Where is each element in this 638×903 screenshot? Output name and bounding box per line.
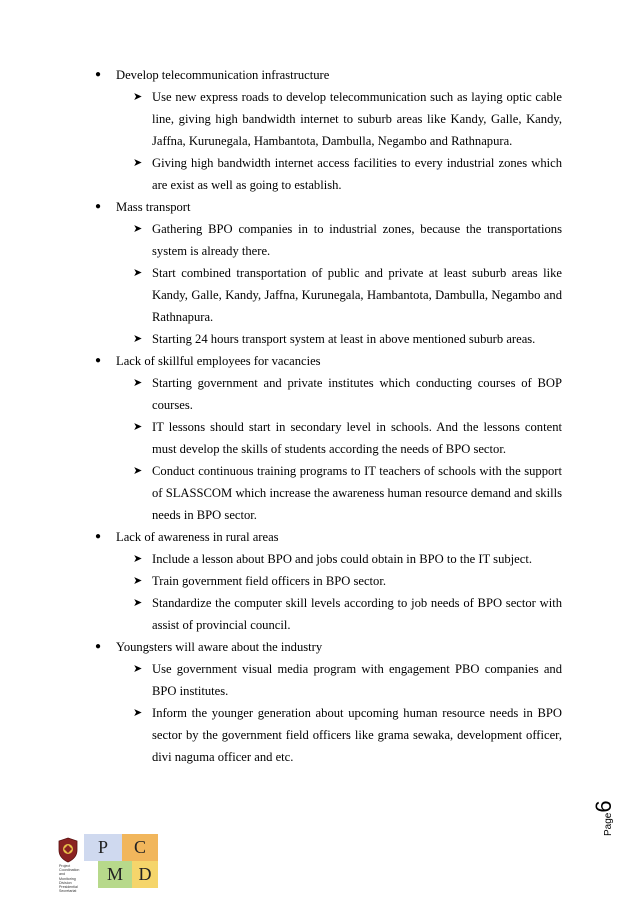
arrow-bullet-icon: ➤	[133, 377, 143, 389]
logo-tile-p: P	[84, 834, 122, 861]
topic-title: Develop telecommunication infrastructure	[116, 68, 330, 82]
seal-icon	[57, 837, 79, 863]
page-label: Page	[603, 812, 614, 836]
bullet-icon: ●	[95, 641, 102, 652]
list-item-text: Giving high bandwidth internet access facilities to every industrial zones which are exist as well as going to establish.	[152, 156, 562, 192]
arrow-bullet-icon: ➤	[133, 267, 143, 279]
arrow-bullet-icon: ➤	[133, 597, 143, 609]
list-item-text: Include a lesson about BPO and jobs could obtain in BPO to the IT subject.	[152, 552, 532, 566]
list-item-text: IT lessons should start in secondary level in schools. And the lessons content must develop the skills of students according the needs of BPO sector.	[152, 420, 562, 456]
list-item	[0, 218, 562, 262]
topic-telecommunication	[0, 64, 562, 86]
list-item	[0, 460, 562, 526]
logo-tile-m: M	[98, 861, 132, 888]
arrow-bullet-icon: ➤	[133, 465, 143, 477]
bullet-icon: ●	[95, 355, 102, 366]
list-item	[0, 416, 562, 460]
list-item-text: Starting 24 hours transport system at least in above mentioned suburb areas.	[152, 332, 536, 346]
list-item-text: Starting government and private institutes which conducting courses of BOP courses.	[152, 376, 562, 412]
list-item-text: Conduct continuous training programs to IT teachers of schools with the support of SLASSCOM which increase the awareness human resource demand and skills needs in BPO sector.	[152, 464, 562, 522]
document-body	[0, 64, 638, 768]
list-item	[0, 548, 562, 570]
list-item	[0, 86, 562, 152]
logo-caption: Project Coordination and Monitoring Division Presidential Secretariat	[59, 864, 80, 894]
list-item-text: Inform the younger generation about upcoming human resource needs in BPO sector by the government field officers like grama sewaka, development officer, divi naguma officer and etc.	[152, 706, 562, 764]
list-item	[0, 592, 562, 636]
list-item	[0, 328, 562, 350]
topic-title: Lack of skillful employees for vacancies	[116, 354, 321, 368]
list-item	[0, 152, 562, 196]
bullet-icon: ●	[95, 531, 102, 542]
arrow-bullet-icon: ➤	[133, 421, 143, 433]
list-item	[0, 372, 562, 416]
list-item	[0, 702, 562, 768]
list-item	[0, 658, 562, 702]
topic-title: Youngsters will aware about the industry	[116, 640, 323, 654]
list-item-text: Use government visual media program with engagement PBO companies and BPO institutes.	[152, 662, 562, 698]
topic-title: Mass transport	[116, 200, 191, 214]
list-item-text: Standardize the computer skill levels according to job needs of BPO sector with assist of provincial council.	[152, 596, 562, 632]
arrow-bullet-icon: ➤	[133, 553, 143, 565]
topic-skillful-employees	[0, 350, 562, 372]
arrow-bullet-icon: ➤	[133, 663, 143, 675]
list-item	[0, 262, 562, 328]
page-number-value: 6	[591, 800, 616, 813]
arrow-bullet-icon: ➤	[133, 707, 143, 719]
list-item-text: Gathering BPO companies in to industrial zones, because the transportations system is already there.	[152, 222, 562, 258]
list-item-text: Use new express roads to develop telecommunication such as laying optic cable line, giving high bandwidth internet to suburb areas like Kandy, Galle, Kandy, Jaffna, Kurunegala, Hambantota, Dambulla, Negambo and Rathnapura.	[152, 90, 562, 148]
logo-tile-c: C	[122, 834, 158, 861]
topic-mass-transport	[0, 196, 562, 218]
bullet-icon: ●	[95, 69, 102, 80]
arrow-bullet-icon: ➤	[133, 91, 143, 103]
list-item	[0, 570, 562, 592]
topic-title: Lack of awareness in rural areas	[116, 530, 279, 544]
list-item-text: Start combined transportation of public and private at least suburb areas like Kandy, Galle, Kandy, Jaffna, Kurunegala, Hambantota, Dambulla, Negambo and Rathnapura.	[152, 266, 562, 324]
topic-rural-awareness	[0, 526, 562, 548]
pcmd-logo	[56, 834, 160, 894]
page-number	[583, 788, 633, 838]
arrow-bullet-icon: ➤	[133, 157, 143, 169]
logo-tile-d: D	[132, 861, 158, 888]
arrow-bullet-icon: ➤	[133, 333, 143, 345]
topic-youngsters	[0, 636, 562, 658]
arrow-bullet-icon: ➤	[133, 575, 143, 587]
list-item-text: Train government field officers in BPO sector.	[152, 574, 386, 588]
arrow-bullet-icon: ➤	[133, 223, 143, 235]
bullet-icon: ●	[95, 201, 102, 212]
